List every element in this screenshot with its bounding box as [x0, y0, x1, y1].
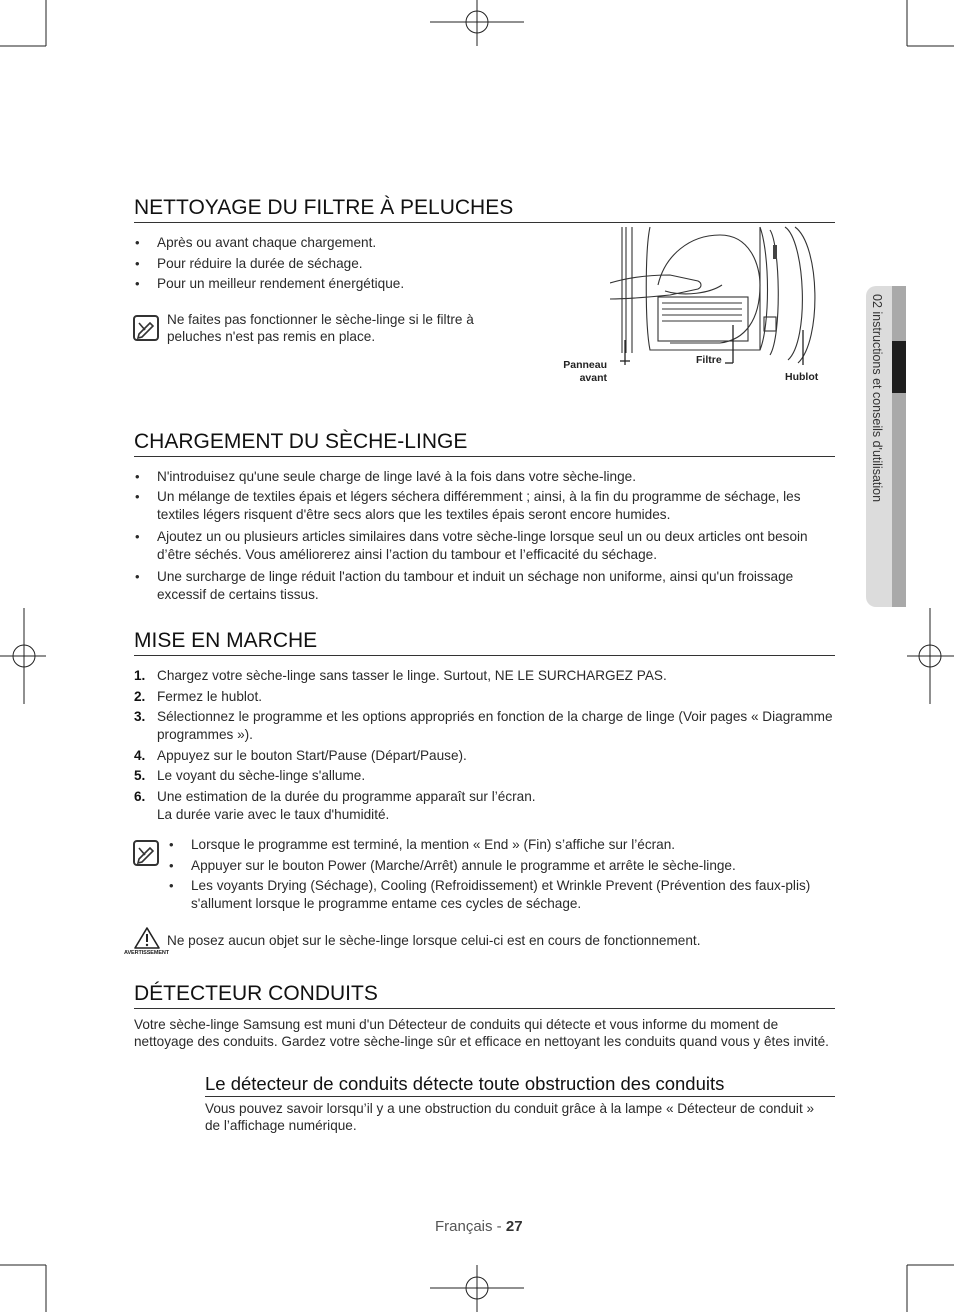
list-item: 6. Une estimation de la durée du programme apparaît sur l’écran. La durée varie avec le taux d'humidité. [134, 788, 536, 822]
list-item: • Les voyants Drying (Séchage), Cooling (Refroidissement) et Wrinkle Prevent (Prévention des faux-plis) s'allument lorsque le programme entame ces cycles de séchage. [168, 877, 828, 913]
dryer-filter-illustration [610, 225, 835, 365]
list-item: • Une surcharge de linge réduit l'action du tambour et induit un séchage non uniforme, ainsi qu'un froissage excessif de certains tissus. [134, 568, 834, 604]
section-title-lint-filter: NETTOYAGE DU FILTRE À PELUCHES [134, 196, 835, 223]
duct-subtitle: Le détecteur de conduits détecte toute obstruction des conduits [205, 1073, 835, 1097]
list-item: • Un mélange de textiles épais et légers séchera différemment ; ainsi, à la fin du programme de séchage, les textiles légers risquent d'être secs alors que les textiles épais seront encore humides. [134, 488, 834, 524]
list-item: • Lorsque le programme est terminé, la mention « End » (Fin) s’affiche sur l’écran. [168, 836, 828, 854]
list-item: • N'introduisez qu'une seule charge de linge lavé à la fois dans votre sèche-linge. [134, 468, 834, 486]
chapter-tab-label: 02 instructions et conseils d'utilisation [870, 294, 884, 503]
footer-language: Français - [435, 1218, 506, 1235]
list-item: 3. Sélectionnez le programme et les options appropriés en fonction de la charge de linge (Voir pages « Diagramme programmes »). [134, 709, 833, 742]
note-pencil-icon [133, 840, 159, 866]
lint-note-text: Ne faites pas fonctionner le sèche-linge si le filtre à peluches n'est pas remis en place. [167, 312, 474, 344]
warning-icon-label: AVERTISSEMENT [124, 950, 170, 956]
list-item: 4. Appuyez sur le bouton Start/Pause (Départ/Pause). [134, 747, 467, 763]
section-title-duct-sensor: DÉTECTEUR CONDUITS [134, 982, 835, 1009]
list-item: • Après ou avant chaque chargement. [134, 234, 574, 252]
list-item: • Pour un meilleur rendement énergétique. [134, 275, 574, 293]
list-item: 2. Fermez le hublot. [134, 688, 263, 704]
chapter-tab-edge [892, 286, 906, 607]
figure-label-filter: Filtre [696, 354, 722, 366]
duct-intro-text: Votre sèche-linge Samsung est muni d'un Détecteur de conduits qui détecte et vous informe du moment de nettoyage des conduits. Gardez votre sèche-linge sûr et efficace en nettoyant les conduits quand vous y êtes invité. [134, 1017, 829, 1049]
lint-bullet-list [134, 234, 574, 293]
start-note-bullet-list [168, 836, 828, 913]
duct-subtext: Vous pouvez savoir lorsqu’il y a une obstruction du conduit grâce à la lampe « Détecteur de conduit » de l’affichage numérique. [205, 1101, 815, 1133]
page-number: 27 [505, 1218, 523, 1235]
section-title-loading: CHARGEMENT DU SÈCHE-LINGE [134, 430, 835, 457]
list-item: • Appuyer sur le bouton Power (Marche/Arrêt) annule le programme et arrête le sèche-linge. [168, 857, 828, 875]
page-footer [435, 1218, 523, 1235]
section-title-start: MISE EN MARCHE [134, 629, 835, 656]
loading-bullet-list [134, 468, 834, 604]
list-item: • Pour réduire la durée de séchage. [134, 255, 574, 273]
warning-text: Ne posez aucun objet sur le sèche-linge lorsque celui-ci est en cours de fonctionnement. [167, 933, 701, 948]
chapter-tab-marker [892, 341, 906, 393]
list-item: 5. Le voyant du sèche-linge s'allume. [134, 768, 366, 783]
warning-icon [133, 926, 161, 950]
figure-label-door: Hublot [785, 371, 819, 383]
list-item: • Ajoutez un ou plusieurs articles similaires dans votre sèche-linge lorsque seul un ou deux articles ont besoin d’être séchés. Vous améliorerez ainsi l’action du tambour et l’efficacité du séchage. [134, 528, 834, 564]
note-pencil-icon [133, 315, 159, 341]
start-steps-list [134, 667, 834, 824]
list-item: 1. Chargez votre sèche-linge sans tasser le linge. Surtout, NE LE SURCHARGEZ PAS. [134, 668, 667, 683]
figure-label-front-panel: Panneau avant [563, 359, 607, 384]
